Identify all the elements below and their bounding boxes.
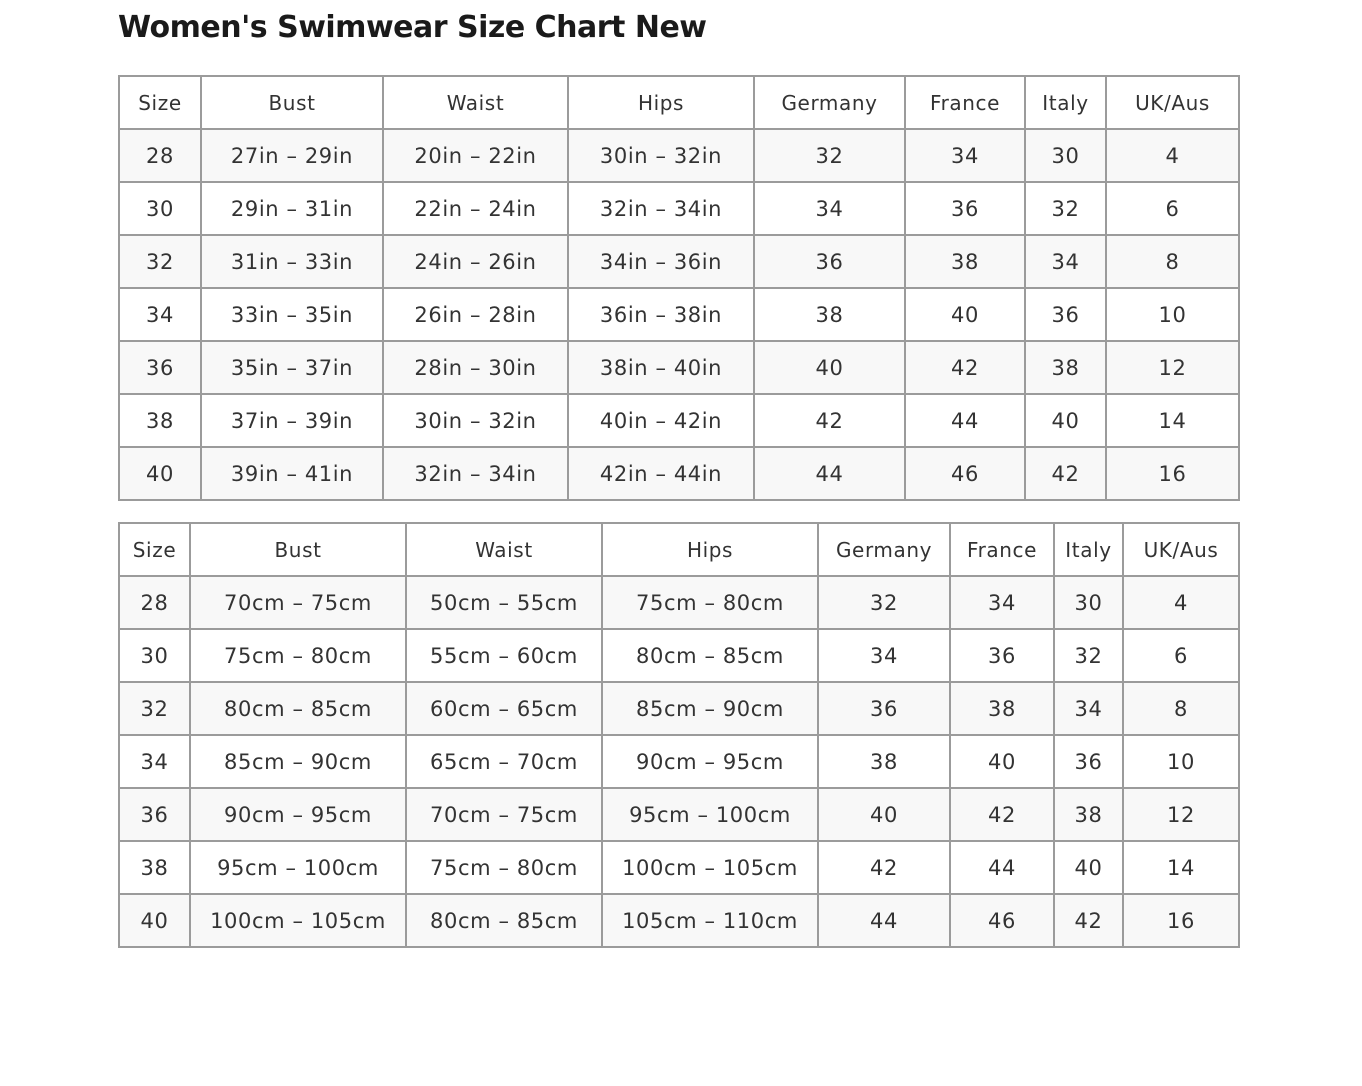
table-cell: 46: [950, 894, 1054, 947]
table-cell: 42: [754, 394, 905, 447]
table-cell: 32: [1054, 629, 1123, 682]
table-cell: 34: [754, 182, 905, 235]
table-cell: 38: [119, 394, 201, 447]
table-cell: 36: [905, 182, 1025, 235]
table-cell: 16: [1123, 894, 1239, 947]
table-cell: 40: [905, 288, 1025, 341]
table-cell: 39in – 41in: [201, 447, 383, 500]
table-cell: 36: [119, 788, 190, 841]
table-cell: 44: [950, 841, 1054, 894]
table-cell: 30in – 32in: [383, 394, 568, 447]
table-cell: 4: [1123, 576, 1239, 629]
column-header: Germany: [754, 76, 905, 129]
table-cell: 34: [950, 576, 1054, 629]
table-cell: 75cm – 80cm: [406, 841, 602, 894]
table-cell: 20in – 22in: [383, 129, 568, 182]
table-cell: 34: [119, 288, 201, 341]
column-header: France: [950, 523, 1054, 576]
table-cell: 32in – 34in: [568, 182, 754, 235]
table-row: [119, 629, 1239, 682]
table-cell: 36in – 38in: [568, 288, 754, 341]
table-cell: 90cm – 95cm: [602, 735, 818, 788]
table-cell: 34: [1054, 682, 1123, 735]
table-cell: 30in – 32in: [568, 129, 754, 182]
table-cell: 10: [1123, 735, 1239, 788]
table-cell: 46: [905, 447, 1025, 500]
table-cell: 30: [119, 182, 201, 235]
table-row: [119, 735, 1239, 788]
table-row: [119, 341, 1239, 394]
table-cell: 31in – 33in: [201, 235, 383, 288]
table-cell: 38: [905, 235, 1025, 288]
table-cell: 42in – 44in: [568, 447, 754, 500]
table-cell: 44: [905, 394, 1025, 447]
table-cell: 30: [119, 629, 190, 682]
column-header: UK/Aus: [1106, 76, 1239, 129]
table-cell: 28: [119, 576, 190, 629]
table-row: [119, 576, 1239, 629]
table-cell: 70cm – 75cm: [406, 788, 602, 841]
table-cell: 42: [950, 788, 1054, 841]
table-cell: 36: [119, 341, 201, 394]
table-cell: 12: [1123, 788, 1239, 841]
table-cell: 34: [818, 629, 950, 682]
table-cell: 37in – 39in: [201, 394, 383, 447]
table-cell: 55cm – 60cm: [406, 629, 602, 682]
table-cell: 75cm – 80cm: [602, 576, 818, 629]
table-cell: 38: [754, 288, 905, 341]
table-cell: 28: [119, 129, 201, 182]
table-cell: 95cm – 100cm: [602, 788, 818, 841]
table-cell: 105cm – 110cm: [602, 894, 818, 947]
table-cell: 8: [1123, 682, 1239, 735]
table-cell: 14: [1123, 841, 1239, 894]
table-cell: 70cm – 75cm: [190, 576, 406, 629]
table-cell: 65cm – 70cm: [406, 735, 602, 788]
column-header: Hips: [568, 76, 754, 129]
column-header: France: [905, 76, 1025, 129]
table-row: [119, 394, 1239, 447]
table-cell: 36: [1025, 288, 1106, 341]
table-cell: 33in – 35in: [201, 288, 383, 341]
table-cell: 35in – 37in: [201, 341, 383, 394]
table-cell: 85cm – 90cm: [190, 735, 406, 788]
table-cell: 40: [818, 788, 950, 841]
table-cell: 22in – 24in: [383, 182, 568, 235]
table-cell: 95cm – 100cm: [190, 841, 406, 894]
table-cell: 29in – 31in: [201, 182, 383, 235]
table-row: [119, 129, 1239, 182]
table-row: [119, 182, 1239, 235]
table-cell: 60cm – 65cm: [406, 682, 602, 735]
column-header: UK/Aus: [1123, 523, 1239, 576]
table-cell: 8: [1106, 235, 1239, 288]
table-cell: 38: [1054, 788, 1123, 841]
table-cell: 36: [950, 629, 1054, 682]
table-row: [119, 682, 1239, 735]
table-cell: 40in – 42in: [568, 394, 754, 447]
table-cell: 32: [1025, 182, 1106, 235]
table-cell: 36: [754, 235, 905, 288]
table-cell: 27in – 29in: [201, 129, 383, 182]
table-cell: 40: [1025, 394, 1106, 447]
column-header: Italy: [1054, 523, 1123, 576]
table-cell: 90cm – 95cm: [190, 788, 406, 841]
table-cell: 34: [1025, 235, 1106, 288]
table-cell: 44: [754, 447, 905, 500]
table-cell: 24in – 26in: [383, 235, 568, 288]
table-row: [119, 788, 1239, 841]
column-header: Germany: [818, 523, 950, 576]
table-cell: 14: [1106, 394, 1239, 447]
table-cell: 36: [818, 682, 950, 735]
table-cell: 80cm – 85cm: [602, 629, 818, 682]
table-cell: 32in – 34in: [383, 447, 568, 500]
table-cell: 10: [1106, 288, 1239, 341]
table-cell: 34in – 36in: [568, 235, 754, 288]
table-cell: 30: [1054, 576, 1123, 629]
table-cell: 32: [818, 576, 950, 629]
size-table-inches: [118, 75, 1240, 501]
table-cell: 100cm – 105cm: [602, 841, 818, 894]
table-cell: 38: [950, 682, 1054, 735]
table-cell: 6: [1106, 182, 1239, 235]
table-row: [119, 447, 1239, 500]
table-row: [119, 235, 1239, 288]
table-cell: 42: [905, 341, 1025, 394]
table-cell: 42: [1054, 894, 1123, 947]
header-row: [119, 523, 1239, 576]
table-row: [119, 841, 1239, 894]
column-header: Bust: [190, 523, 406, 576]
column-header: Hips: [602, 523, 818, 576]
table-cell: 40: [950, 735, 1054, 788]
table-row: [119, 288, 1239, 341]
table-row: [119, 894, 1239, 947]
table-cell: 28in – 30in: [383, 341, 568, 394]
table-cell: 85cm – 90cm: [602, 682, 818, 735]
table-cell: 32: [754, 129, 905, 182]
table-cell: 100cm – 105cm: [190, 894, 406, 947]
table-cell: 38: [119, 841, 190, 894]
table-cell: 80cm – 85cm: [190, 682, 406, 735]
table-cell: 16: [1106, 447, 1239, 500]
column-header: Italy: [1025, 76, 1106, 129]
header-row: [119, 76, 1239, 129]
table-cell: 40: [119, 447, 201, 500]
column-header: Waist: [406, 523, 602, 576]
table-cell: 34: [905, 129, 1025, 182]
table-cell: 38: [1025, 341, 1106, 394]
table-cell: 12: [1106, 341, 1239, 394]
size-table-cm: [118, 522, 1240, 948]
table-cell: 50cm – 55cm: [406, 576, 602, 629]
column-header: Waist: [383, 76, 568, 129]
table-cell: 36: [1054, 735, 1123, 788]
table-cell: 38: [818, 735, 950, 788]
table-cell: 75cm – 80cm: [190, 629, 406, 682]
page-title: Women's Swimwear Size Chart New: [118, 10, 707, 45]
table-cell: 32: [119, 235, 201, 288]
table-cell: 80cm – 85cm: [406, 894, 602, 947]
table-cell: 6: [1123, 629, 1239, 682]
table-cell: 26in – 28in: [383, 288, 568, 341]
table-cell: 38in – 40in: [568, 341, 754, 394]
table-cell: 42: [1025, 447, 1106, 500]
table-cell: 40: [1054, 841, 1123, 894]
column-header: Bust: [201, 76, 383, 129]
table-cell: 40: [119, 894, 190, 947]
table-cell: 44: [818, 894, 950, 947]
table-cell: 42: [818, 841, 950, 894]
table-cell: 4: [1106, 129, 1239, 182]
column-header: Size: [119, 523, 190, 576]
table-cell: 32: [119, 682, 190, 735]
column-header: Size: [119, 76, 201, 129]
table-cell: 40: [754, 341, 905, 394]
table-cell: 34: [119, 735, 190, 788]
table-cell: 30: [1025, 129, 1106, 182]
